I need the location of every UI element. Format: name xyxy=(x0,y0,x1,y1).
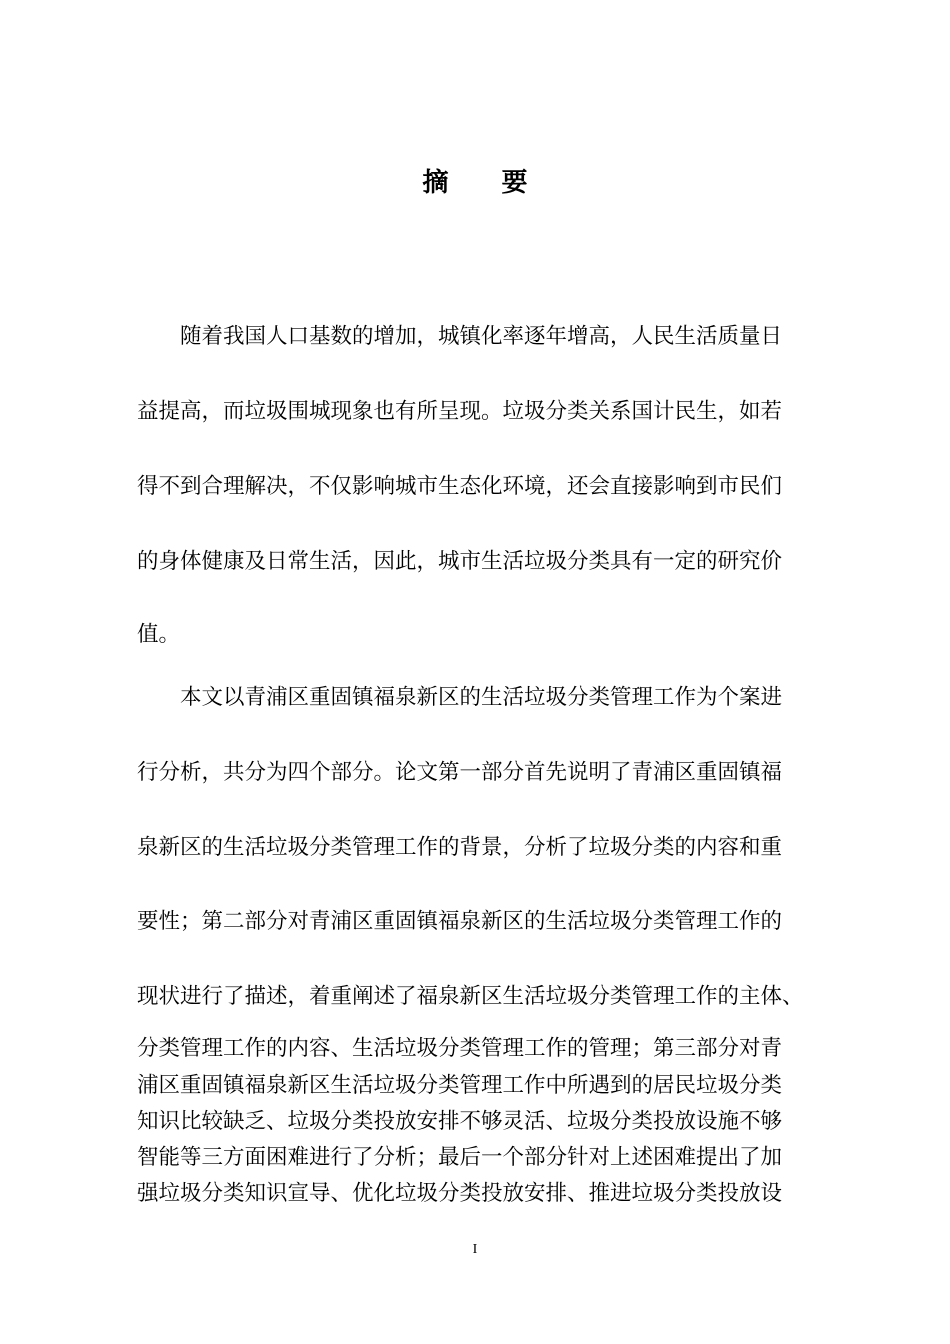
page-number: I xyxy=(472,1242,478,1257)
text-line: 本文以青浦区重固镇福泉新区的生活垃圾分类管理工作为个案进 xyxy=(180,685,783,710)
text-line: 智能等三方面困难进行了分析；最后一个部分针对上述困难提出了加 xyxy=(137,1145,783,1170)
text-line: 泉新区的生活垃圾分类管理工作的背景，分析了垃圾分类的内容和重 xyxy=(137,835,783,860)
text-line: 得不到合理解决，不仅影响城市生态化环境，还会直接影响到市民们 xyxy=(137,474,783,499)
text-line: 要性；第二部分对青浦区重固镇福泉新区的生活垃圾分类管理工作的 xyxy=(137,909,783,934)
text-line: 随着我国人口基数的增加，城镇化率逐年增高，人民生活质量日 xyxy=(180,324,783,349)
text-line: 分类管理工作的内容、生活垃圾分类管理工作的管理；第三部分对青 xyxy=(137,1036,783,1061)
text-line: 知识比较缺乏、垃圾分类投放安排不够灵活、垃圾分类投放设施不够 xyxy=(137,1109,783,1134)
text-line: 值。 xyxy=(137,622,181,647)
text-line: 强垃圾分类知识宣导、优化垃圾分类投放安排、推进垃圾分类投放设 xyxy=(137,1181,783,1206)
text-line: 现状进行了描述，着重阐述了福泉新区生活垃圾分类管理工作的主体、 xyxy=(137,984,804,1009)
abstract-title: 摘 要 xyxy=(422,168,550,198)
text-line: 的身体健康及日常生活，因此，城市生活垃圾分类具有一定的研究价 xyxy=(137,549,783,574)
text-line: 益提高，而垃圾围城现象也有所呈现。垃圾分类关系国计民生，如若 xyxy=(137,399,783,424)
text-line: 浦区重固镇福泉新区生活垃圾分类管理工作中所遇到的居民垃圾分类 xyxy=(137,1073,783,1098)
text-line: 行分析，共分为四个部分。论文第一部分首先说明了青浦区重固镇福 xyxy=(137,760,783,785)
